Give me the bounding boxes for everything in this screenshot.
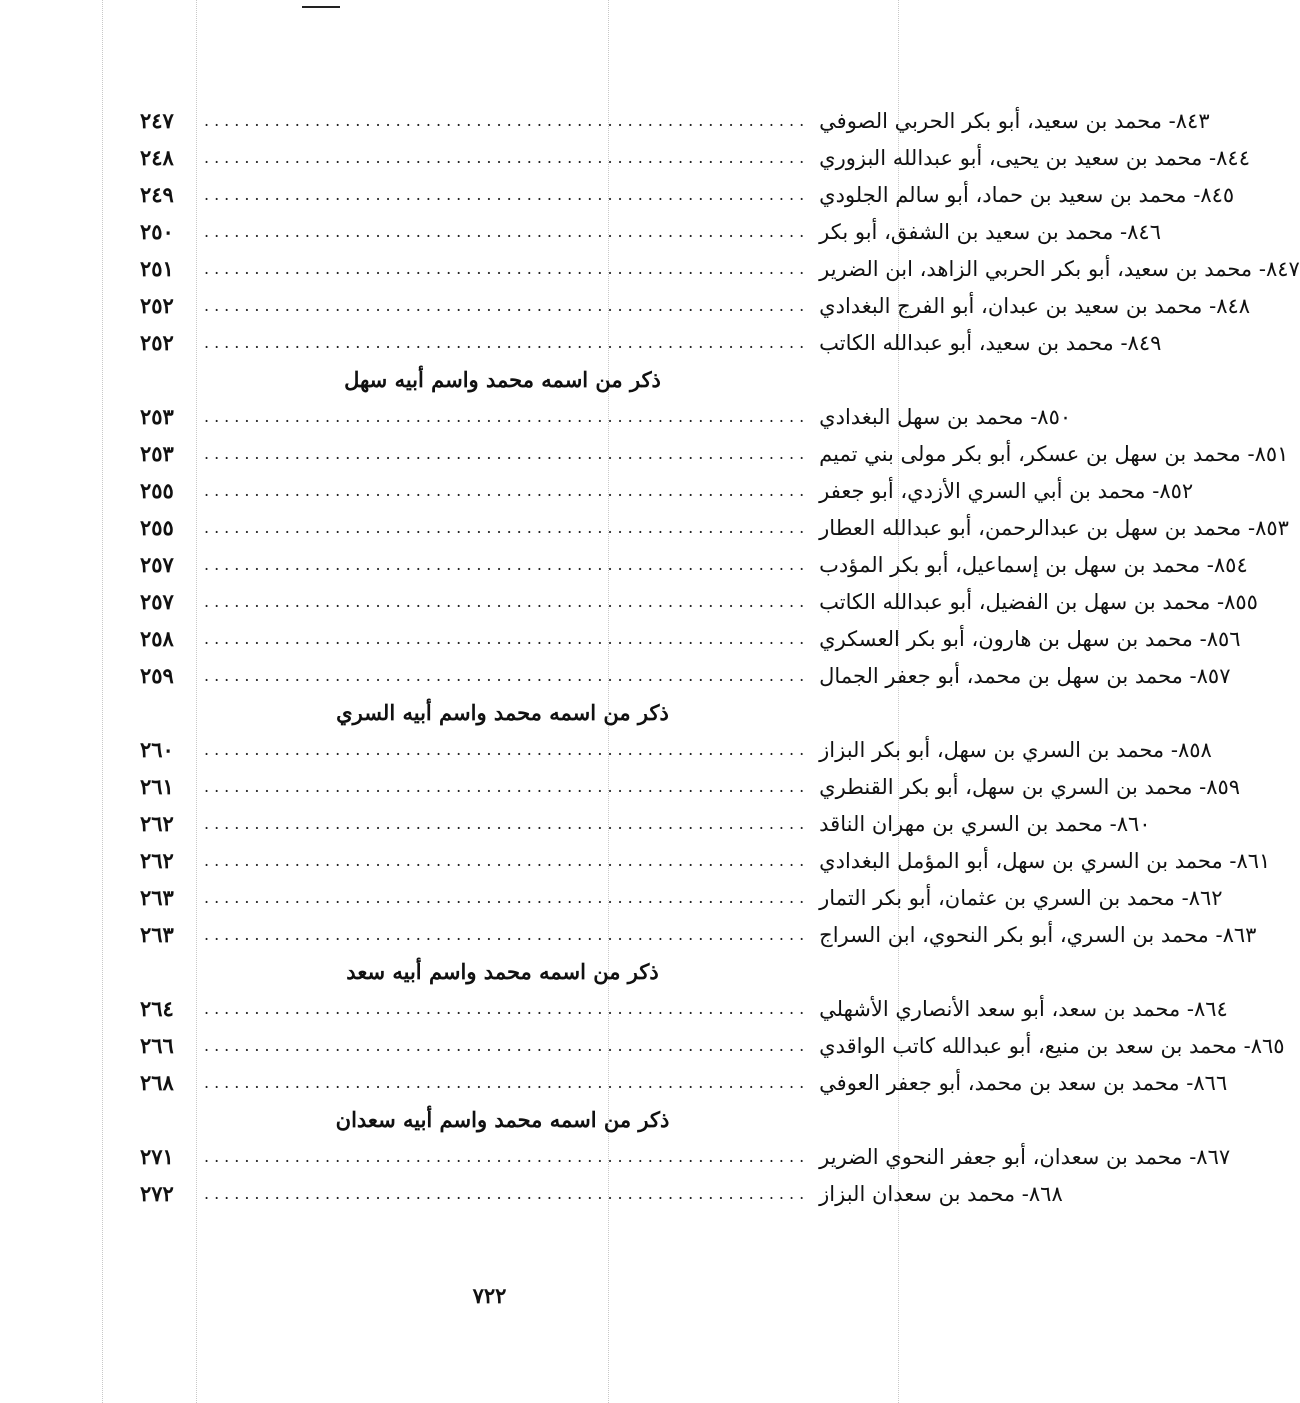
entry-dash: - <box>1202 145 1217 170</box>
dot-leader: ............................................................ <box>204 1183 810 1203</box>
section-heading: ذكر من اسمه محمد واسم أبيه سعدان <box>335 1107 670 1132</box>
toc-entry <box>140 176 1235 213</box>
section-heading: ذكر من اسمه محمد واسم أبيه سعد <box>346 959 659 984</box>
entry-dash: - <box>1182 1144 1197 1169</box>
entry-number: ٨٥٨ <box>1177 737 1212 762</box>
entry-dash: - <box>1015 1181 1029 1206</box>
toc-entry <box>140 657 1231 694</box>
entry-text: محمد بن سهل بن عسكر، أبو بكر مولى بني تميم <box>819 441 1241 466</box>
entry-number: ٨٥٥ <box>1224 589 1258 614</box>
entry-title <box>819 849 1270 873</box>
entry-title <box>819 590 1258 614</box>
dot-leader: ............................................................ <box>204 887 810 907</box>
entry-number: ٨٥٢ <box>1159 478 1194 503</box>
entry-text: محمد بن سعيد بن يحيى، أبو عبدالله البزوري <box>819 145 1203 170</box>
entry-number: ٨٦١ <box>1236 848 1271 873</box>
entry-text: محمد بن السري بن مهران الناقد <box>819 811 1103 836</box>
entry-page-number: ٢٦٢ <box>140 811 174 836</box>
entry-text: محمد بن السري بن سهل، أبو المؤمل البغدادي <box>819 848 1223 873</box>
entry-page-number: ٢٦٠ <box>140 737 174 762</box>
entry-text: محمد بن سهل البغدادي <box>819 404 1024 429</box>
entry-number: ٨٦٣ <box>1222 922 1257 947</box>
entry-dash: - <box>1162 108 1176 133</box>
entry-number: ٨٤٩ <box>1127 330 1162 355</box>
toc-entry <box>140 620 1241 657</box>
entry-text: محمد بن السري بن سهل، أبو بكر القنطري <box>819 774 1193 799</box>
entry-text: محمد بن سعيد، أبو بكر الحربي الصوفي <box>819 108 1162 133</box>
entry-title <box>819 553 1248 577</box>
entry-dash: - <box>1174 885 1189 910</box>
entry-title <box>819 738 1212 762</box>
entry-text: محمد بن سهل بن الفضيل، أبو عبدالله الكاتب <box>819 589 1211 614</box>
entry-text: محمد بن سهل بن هارون، أبو بكر العسكري <box>819 626 1193 651</box>
dot-leader: ............................................................ <box>204 591 810 611</box>
entry-text: محمد بن السري بن سهل، أبو بكر البزاز <box>819 737 1165 762</box>
top-rule <box>302 6 340 8</box>
entry-title <box>819 257 1300 281</box>
dot-leader: ............................................................ <box>204 332 810 352</box>
entry-page-number: ٢٥٧ <box>140 589 174 614</box>
toc-entry <box>140 324 1162 361</box>
entry-text: محمد بن سعيد، أبو بكر الحربي الزاهد، ابن الضرير <box>819 256 1253 281</box>
entry-page-number: ٢٦٣ <box>140 922 174 947</box>
toc-entry <box>140 1175 1063 1212</box>
entry-dash: - <box>1164 737 1178 762</box>
toc-entry <box>140 842 1271 879</box>
dot-leader: ............................................................ <box>204 628 810 648</box>
toc-entry <box>140 990 1228 1027</box>
entry-number: ٨٤٣ <box>1175 108 1210 133</box>
entry-text: محمد بن سعيد بن الشفق، أبو بكر <box>819 219 1114 244</box>
entry-title <box>819 997 1228 1021</box>
entry-title <box>819 405 1071 429</box>
entry-dash: - <box>1252 256 1266 281</box>
dot-leader: ............................................................ <box>204 517 810 537</box>
toc-entry <box>140 805 1151 842</box>
entry-page-number: ٢٧٢ <box>140 1181 174 1206</box>
entry-dash: - <box>1236 1033 1251 1058</box>
dot-leader: ............................................................ <box>204 295 810 315</box>
entry-title <box>819 294 1250 318</box>
entry-number: ٨٤٥ <box>1200 182 1235 207</box>
entry-number: ٨٥٦ <box>1206 626 1241 651</box>
entry-text: محمد بن سهل بن محمد، أبو جعفر الجمال <box>819 663 1183 688</box>
section-heading: ذكر من اسمه محمد واسم أبيه سهل <box>344 367 661 392</box>
entry-number: ٨٦٠ <box>1116 811 1151 836</box>
entry-number: ٨٤٤ <box>1216 145 1250 170</box>
dot-leader: ............................................................ <box>204 443 810 463</box>
toc-entry <box>140 435 1289 472</box>
entry-title <box>819 627 1240 651</box>
entry-page-number: ٢٥٢ <box>140 330 174 355</box>
entry-number: ٨٦٥ <box>1250 1033 1285 1058</box>
entry-page-number: ٢٦٢ <box>140 848 174 873</box>
dot-leader: ............................................................ <box>204 258 810 278</box>
dot-leader: ............................................................ <box>204 1072 810 1092</box>
toc-entry <box>140 768 1241 805</box>
entry-dash: - <box>1113 219 1128 244</box>
dot-leader: ............................................................ <box>204 406 810 426</box>
entry-dash: - <box>1180 996 1194 1021</box>
entry-number: ٨٥٧ <box>1196 663 1231 688</box>
entry-dash: - <box>1186 182 1201 207</box>
toc-entry <box>140 1027 1285 1064</box>
entry-page-number: ٢٦٣ <box>140 885 174 910</box>
toc-entry <box>140 398 1072 435</box>
entry-dash: - <box>1102 811 1117 836</box>
entry-text: محمد بن أبي السري الأزدي، أبو جعفر <box>819 478 1146 503</box>
entry-text: محمد بن سعدان البزاز <box>819 1181 1016 1206</box>
entry-title <box>819 146 1250 170</box>
entry-title <box>819 479 1193 503</box>
entry-page-number: ٢٥٠ <box>140 219 174 244</box>
entry-dash: - <box>1179 1070 1194 1095</box>
entry-page-number: ٢٥٩ <box>140 663 174 688</box>
entry-page-number: ٢٥٥ <box>140 478 174 503</box>
entry-number: ٨٥٠ <box>1037 404 1072 429</box>
entry-title <box>819 775 1240 799</box>
entry-dash: - <box>1023 404 1038 429</box>
entry-page-number: ٢٥١ <box>140 256 174 281</box>
dot-leader: ............................................................ <box>204 221 810 241</box>
entry-title <box>819 1034 1284 1058</box>
entry-title <box>819 109 1209 133</box>
dot-leader: ............................................................ <box>204 665 810 685</box>
toc-entry <box>140 102 1210 139</box>
entry-page-number: ٢٦٦ <box>140 1033 174 1058</box>
margin-guide-left <box>102 0 103 1403</box>
entry-dash: - <box>1222 848 1237 873</box>
entry-dash: - <box>1240 441 1255 466</box>
toc-entry <box>140 1138 1231 1175</box>
dot-leader: ............................................................ <box>204 924 810 944</box>
dot-leader: ............................................................ <box>204 1035 810 1055</box>
entry-title <box>819 516 1289 540</box>
page-number: ٧٢٢ <box>472 1283 507 1308</box>
entry-title <box>819 1071 1227 1095</box>
toc-entry <box>140 472 1194 509</box>
entry-number: ٨٤٨ <box>1216 293 1251 318</box>
entry-text: محمد بن سعيد بن عبدان، أبو الفرج البغدادي <box>819 293 1203 318</box>
entry-title <box>819 220 1161 244</box>
entry-dash: - <box>1241 515 1256 540</box>
entry-text: محمد بن السري بن عثمان، أبو بكر التمار <box>819 885 1175 910</box>
entry-number: ٨٤٧ <box>1265 256 1300 281</box>
entry-page-number: ٢٦١ <box>140 774 174 799</box>
toc-entry <box>140 916 1257 953</box>
toc-entry <box>140 879 1223 916</box>
entry-text: محمد بن سعيد، أبو عبدالله الكاتب <box>819 330 1114 355</box>
dot-leader: ............................................................ <box>204 480 810 500</box>
entry-dash: - <box>1113 330 1128 355</box>
dot-leader: ............................................................ <box>204 554 810 574</box>
entry-title <box>819 812 1150 836</box>
entry-number: ٨٦٤ <box>1193 996 1228 1021</box>
entry-number: ٨٥١ <box>1254 441 1289 466</box>
entry-dash: - <box>1210 589 1225 614</box>
entry-number: ٨٤٦ <box>1127 219 1161 244</box>
entry-title <box>819 886 1222 910</box>
entry-text: محمد بن سهل بن إسماعيل، أبو بكر المؤدب <box>819 552 1201 577</box>
entry-number: ٨٦٨ <box>1028 1181 1063 1206</box>
entry-number: ٨٥٤ <box>1213 552 1248 577</box>
entry-title <box>819 442 1288 466</box>
toc-entry <box>140 1064 1228 1101</box>
entry-page-number: ٢٦٤ <box>140 996 174 1021</box>
entry-text: محمد بن سعد بن منيع، أبو عبدالله كاتب الواقدي <box>819 1033 1237 1058</box>
toc-entry <box>140 583 1258 620</box>
entry-page-number: ٢٤٧ <box>140 108 174 133</box>
entry-page-number: ٢٥٣ <box>140 441 174 466</box>
dot-leader: ............................................................ <box>204 739 810 759</box>
entry-number: ٨٦٧ <box>1196 1144 1231 1169</box>
entry-title <box>819 664 1230 688</box>
dot-leader: ............................................................ <box>204 813 810 833</box>
toc-entry <box>140 287 1251 324</box>
dot-leader: ............................................................ <box>204 1146 810 1166</box>
entry-page-number: ٢٥٢ <box>140 293 174 318</box>
entry-page-number: ٢٦٨ <box>140 1070 174 1095</box>
dot-leader: ............................................................ <box>204 147 810 167</box>
entry-page-number: ٢٥٧ <box>140 552 174 577</box>
entry-page-number: ٢٥٨ <box>140 626 174 651</box>
entry-title <box>819 183 1234 207</box>
entry-text: محمد بن سعيد بن حماد، أبو سالم الجلودي <box>819 182 1187 207</box>
section-heading: ذكر من اسمه محمد واسم أبيه السري <box>336 700 669 725</box>
entry-text: محمد بن سعد، أبو سعد الأنصاري الأشهلي <box>819 996 1181 1021</box>
entry-number: ٨٦٦ <box>1193 1070 1228 1095</box>
entry-title <box>819 1145 1230 1169</box>
entry-page-number: ٢٤٩ <box>140 182 174 207</box>
entry-dash: - <box>1202 293 1217 318</box>
entry-text: محمد بن السري، أبو بكر النحوي، ابن السراج <box>819 922 1209 947</box>
entry-dash: - <box>1182 663 1197 688</box>
entry-page-number: ٢٥٣ <box>140 404 174 429</box>
entry-dash: - <box>1192 626 1207 651</box>
entry-page-number: ٢٤٨ <box>140 145 174 170</box>
entry-number: ٨٥٩ <box>1206 774 1241 799</box>
toc-entry <box>140 250 1300 287</box>
dot-leader: ............................................................ <box>204 184 810 204</box>
entry-dash: - <box>1192 774 1207 799</box>
entry-number: ٨٦٢ <box>1188 885 1223 910</box>
dot-leader: ............................................................ <box>204 850 810 870</box>
entry-page-number: ٢٧١ <box>140 1144 174 1169</box>
entry-title <box>819 1182 1063 1206</box>
dot-leader: ............................................................ <box>204 998 810 1018</box>
entry-title <box>819 331 1161 355</box>
toc-entry <box>140 509 1289 546</box>
entry-title <box>819 923 1256 947</box>
toc-entry <box>140 139 1250 176</box>
dot-leader: ............................................................ <box>204 110 810 130</box>
table-of-contents <box>140 102 1300 1212</box>
entry-page-number: ٢٥٥ <box>140 515 174 540</box>
toc-entry <box>140 546 1248 583</box>
entry-dash: - <box>1200 552 1214 577</box>
toc-entry <box>140 213 1161 250</box>
entry-number: ٨٥٣ <box>1255 515 1289 540</box>
dot-leader: ............................................................ <box>204 776 810 796</box>
toc-entry <box>140 731 1212 768</box>
entry-dash: - <box>1208 922 1223 947</box>
entry-text: محمد بن سهل بن عبدالرحمن، أبو عبدالله العطار <box>819 515 1242 540</box>
entry-text: محمد بن سعد بن محمد، أبو جعفر العوفي <box>819 1070 1180 1095</box>
entry-text: محمد بن سعدان، أبو جعفر النحوي الضرير <box>819 1144 1183 1169</box>
entry-dash: - <box>1145 478 1160 503</box>
